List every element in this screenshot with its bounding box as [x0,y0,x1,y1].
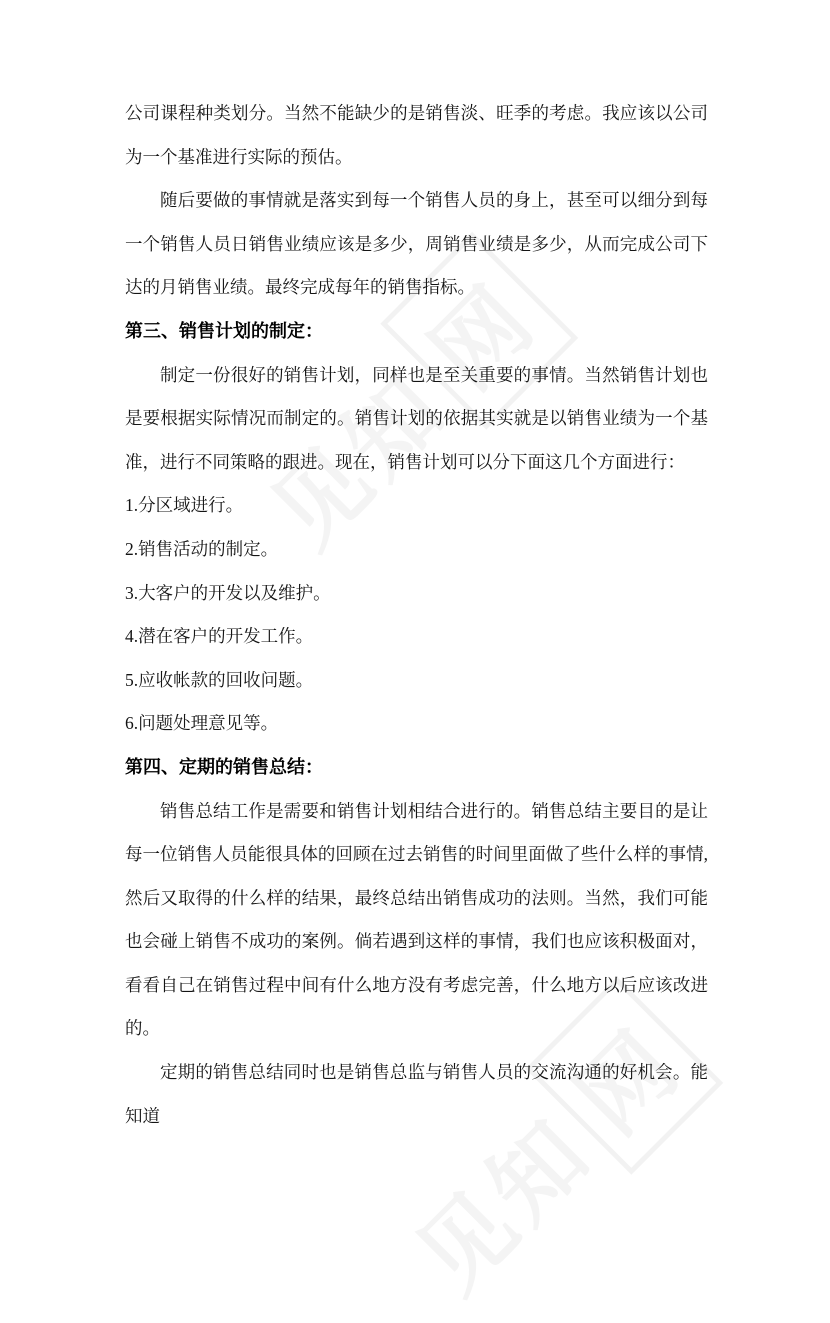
list-item: 2.销售活动的制定。 [125,538,279,559]
list-item: 6.问题处理意见等。 [125,713,279,734]
paragraph: 制定一份很好的销售计划，同样也是至关重要的事情。当然销售计划也是要根据实际情况而制定的。销售计划的依据其实就是以销售业绩为一个基准，进行不同策略的跟进。现在，销售计划可以分下面这几个方面进行： [125,364,708,472]
list-item: 4.潜在客户的开发工作。 [125,626,314,647]
section-heading: 第三、销售计划的制定： [125,320,323,341]
paragraph: 公司课程种类划分。当然不能缺少的是销售淡、旺季的考虑。我应该以公司为一个基准进行实际的预估。 [125,103,708,167]
paragraph: 销售总结工作是需要和销售计划相结合进行的。销售总结主要目的是让每一位销售人员能很具体的回顾在过去销售的时间里面做了些什么样的事情, 然后又取得的什么样的结果，最终总结出销售成功的法则。当然，我们可能也会碰上销售不成功的案例。倘若遇到这样的事情，我们也应该积极面对，看看自己在销售过程中间有什么地方没有考虑完善，什么地方以后应该改进的。 [125,800,708,1039]
list-item: 1.分区域进行。 [125,495,244,516]
list-item: 3.大客户的开发以及维护。 [125,582,331,603]
list-item: 5.应收帐款的回收问题。 [125,669,314,690]
section-heading: 第四、定期的销售总结： [125,756,323,777]
paragraph: 定期的销售总结同时也是销售总监与销售人员的交流沟通的好机会。能知道 [125,1062,708,1126]
paragraph: 随后要做的事情就是落实到每一个销售人员的身上，甚至可以细分到每一个销售人员日销售业绩应该是多少，周销售业绩是多少，从而完成公司下达的月销售业绩。最终完成每年的销售指标。 [125,190,708,298]
